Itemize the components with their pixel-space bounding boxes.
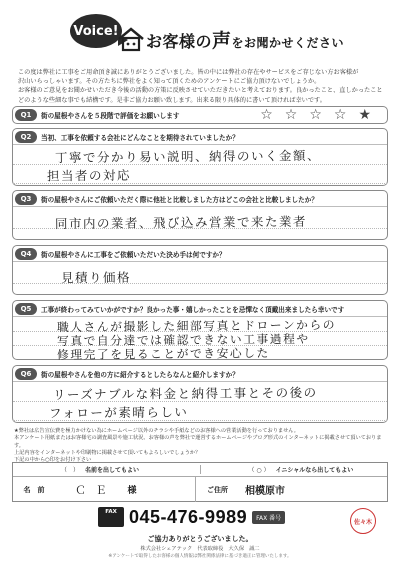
question-number: Q4 — [15, 248, 37, 260]
question-text: 街の屋根やさんにご依頼いただく際に他社と比較しました方はどこの会社と比較しましたか？ — [41, 195, 318, 204]
option-mark[interactable]: （ ○ ） — [248, 467, 270, 474]
address-label: ご住所 — [195, 477, 239, 502]
answer-line: 見積り価格 — [60, 269, 132, 286]
question-q1 — [12, 106, 388, 124]
footer-company: 株式会社シェアテック 代表取締役 大久保 誠二 — [140, 546, 260, 552]
title-prefix: お客様の — [146, 32, 213, 51]
question-text: 街の屋根やさんを他の方に紹介するとしたらなんと紹介しますか？ — [41, 370, 239, 379]
answer-line: リーズナブルな料金と納得工事とその後の — [52, 384, 318, 403]
answer-area[interactable] — [13, 145, 387, 185]
answer-line: 担当者の対応 — [46, 167, 132, 184]
notes-line: 上記内容をインターネットや印刷物に掲載させて頂いてもよろしいでしょうか？ — [14, 449, 201, 456]
question-number: Q6 — [15, 368, 37, 380]
intro-line: この度は弊社に工事をご用命頂き誠にありがとうございました。皆の中には弊社の存在やサービスをご存じない方お客様が — [18, 69, 359, 76]
answer-line: 丁寧で分かり易い説明、納得のいく金額、 — [54, 147, 322, 166]
answer-area[interactable] — [13, 207, 387, 239]
footer-note: ※アンケートで取得したお客様の個人情報は弊社関係法律に基づき適正に管理いたします。 — [108, 554, 292, 559]
honorific: 様 — [127, 486, 137, 496]
option-label: 名前を出してもよい — [85, 467, 140, 474]
page-header — [0, 0, 400, 64]
star-icon[interactable]: ☆ — [260, 107, 273, 123]
fax-row — [98, 506, 285, 528]
option-label: イニシャルなら出してもよい — [275, 467, 354, 474]
name-label: 名 前 — [23, 485, 45, 494]
answer-area[interactable] — [13, 317, 387, 362]
publish-consent-box — [12, 462, 388, 502]
stamp-text: 佐々木 — [353, 518, 372, 526]
question-number: Q1 — [15, 109, 37, 121]
seal-stamp — [350, 508, 376, 534]
answer-line: フォローが素晴らしい — [48, 404, 189, 421]
fax-icon-label: FAX — [105, 509, 117, 515]
fax-number: 045-476-9989 — [129, 506, 248, 527]
question-header — [13, 191, 387, 207]
page-title — [146, 26, 344, 53]
star-icon[interactable]: ☆ — [309, 107, 322, 123]
answer-line: 職人さんが撮影した細部写真とドローンからの — [56, 317, 337, 335]
option-mark[interactable]: （ ） — [61, 467, 80, 474]
voice-badge: Voice! — [70, 14, 122, 48]
question-header — [13, 246, 387, 262]
consent-options — [13, 463, 387, 477]
question-header — [13, 366, 387, 382]
notes-line: ★弊社は広告宣伝費を極力かけない為にホームページ以外のチラシや手紙などのお客様への営業活動を行っておりません。 — [14, 428, 299, 434]
notes-line: 下記の中から○印をお付け下さい — [14, 457, 92, 464]
option-initial-ok[interactable] — [200, 465, 388, 474]
question-text: 工事が終わってみていかがですか？良かった事・嬉しかったことを忌憚なく頂戴出来ましたら幸いです — [41, 305, 345, 314]
fax-icon — [98, 507, 124, 527]
answer-line: 写真で自分達では確認できない工事過程や — [56, 331, 310, 349]
question-text: 街の屋根やさんに工事をご依頼いただいた決め手は何ですか？ — [41, 250, 226, 259]
name-field[interactable] — [55, 482, 195, 498]
address-value[interactable]: 相模原市 — [245, 486, 285, 497]
question-number: Q5 — [15, 303, 37, 315]
title-suffix: をお聞かせください — [231, 36, 345, 50]
question-q3 — [12, 190, 388, 240]
fax-tag: FAX 番号 — [252, 511, 285, 524]
customer-info — [13, 477, 387, 502]
answer-area[interactable] — [13, 382, 387, 422]
question-q4 — [12, 245, 388, 295]
house-icon — [116, 26, 146, 52]
option-name-ok[interactable] — [13, 465, 200, 474]
notes-line: 本アンケート用紙またはお客様宅の調査風景や施工状況、お客様の声を弊社で運営するホームページやブログ形式のインターネットに掲載させて頂いております。 — [14, 435, 382, 449]
answer-line: 同市内の業者、飛び込み営業で来た業者 — [54, 213, 308, 232]
star-icon-selected[interactable]: ★ — [358, 107, 371, 123]
intro-text — [18, 68, 383, 105]
question-text: 街の屋根やさんを５段階で評価をお願いします — [41, 112, 180, 120]
intro-line: どのような些細な事でも結構です。是非ご協力お願い致します。出来る限り具体的に書いて頂ければ幸いです。 — [18, 96, 326, 104]
question-q5 — [12, 300, 388, 360]
question-q2 — [12, 128, 388, 186]
footer-thanks: ご協力ありがとうございました。 — [147, 535, 253, 543]
rating-stars[interactable] — [260, 107, 371, 123]
question-text: 当初、工事を依頼する会社にどんなことを期待されていましたか？ — [41, 133, 239, 142]
question-q6 — [12, 365, 388, 423]
answer-line: 修理完了を見ることができ安心した — [56, 346, 270, 362]
notes-text — [14, 428, 389, 464]
star-icon[interactable]: ☆ — [284, 107, 298, 123]
question-header — [13, 129, 387, 145]
answer-area[interactable] — [13, 262, 387, 294]
title-main: 声 — [212, 30, 232, 52]
question-number: Q2 — [15, 131, 37, 143]
intro-line: お客様のご意見をお聞かせいただき今後の活動の方策に反映させていただきたいと考えております。良かったこと、直しかったこと — [18, 87, 383, 95]
star-icon[interactable]: ☆ — [333, 107, 347, 123]
name-value: Ｃ Ｅ — [75, 483, 110, 497]
question-header — [13, 301, 387, 317]
intro-line: 沢山いらっしゃいます。その方たちに弊社をよく知って頂くためのアンケートにご協力頂けないでしょうか。 — [18, 78, 321, 86]
question-number: Q3 — [15, 193, 37, 205]
